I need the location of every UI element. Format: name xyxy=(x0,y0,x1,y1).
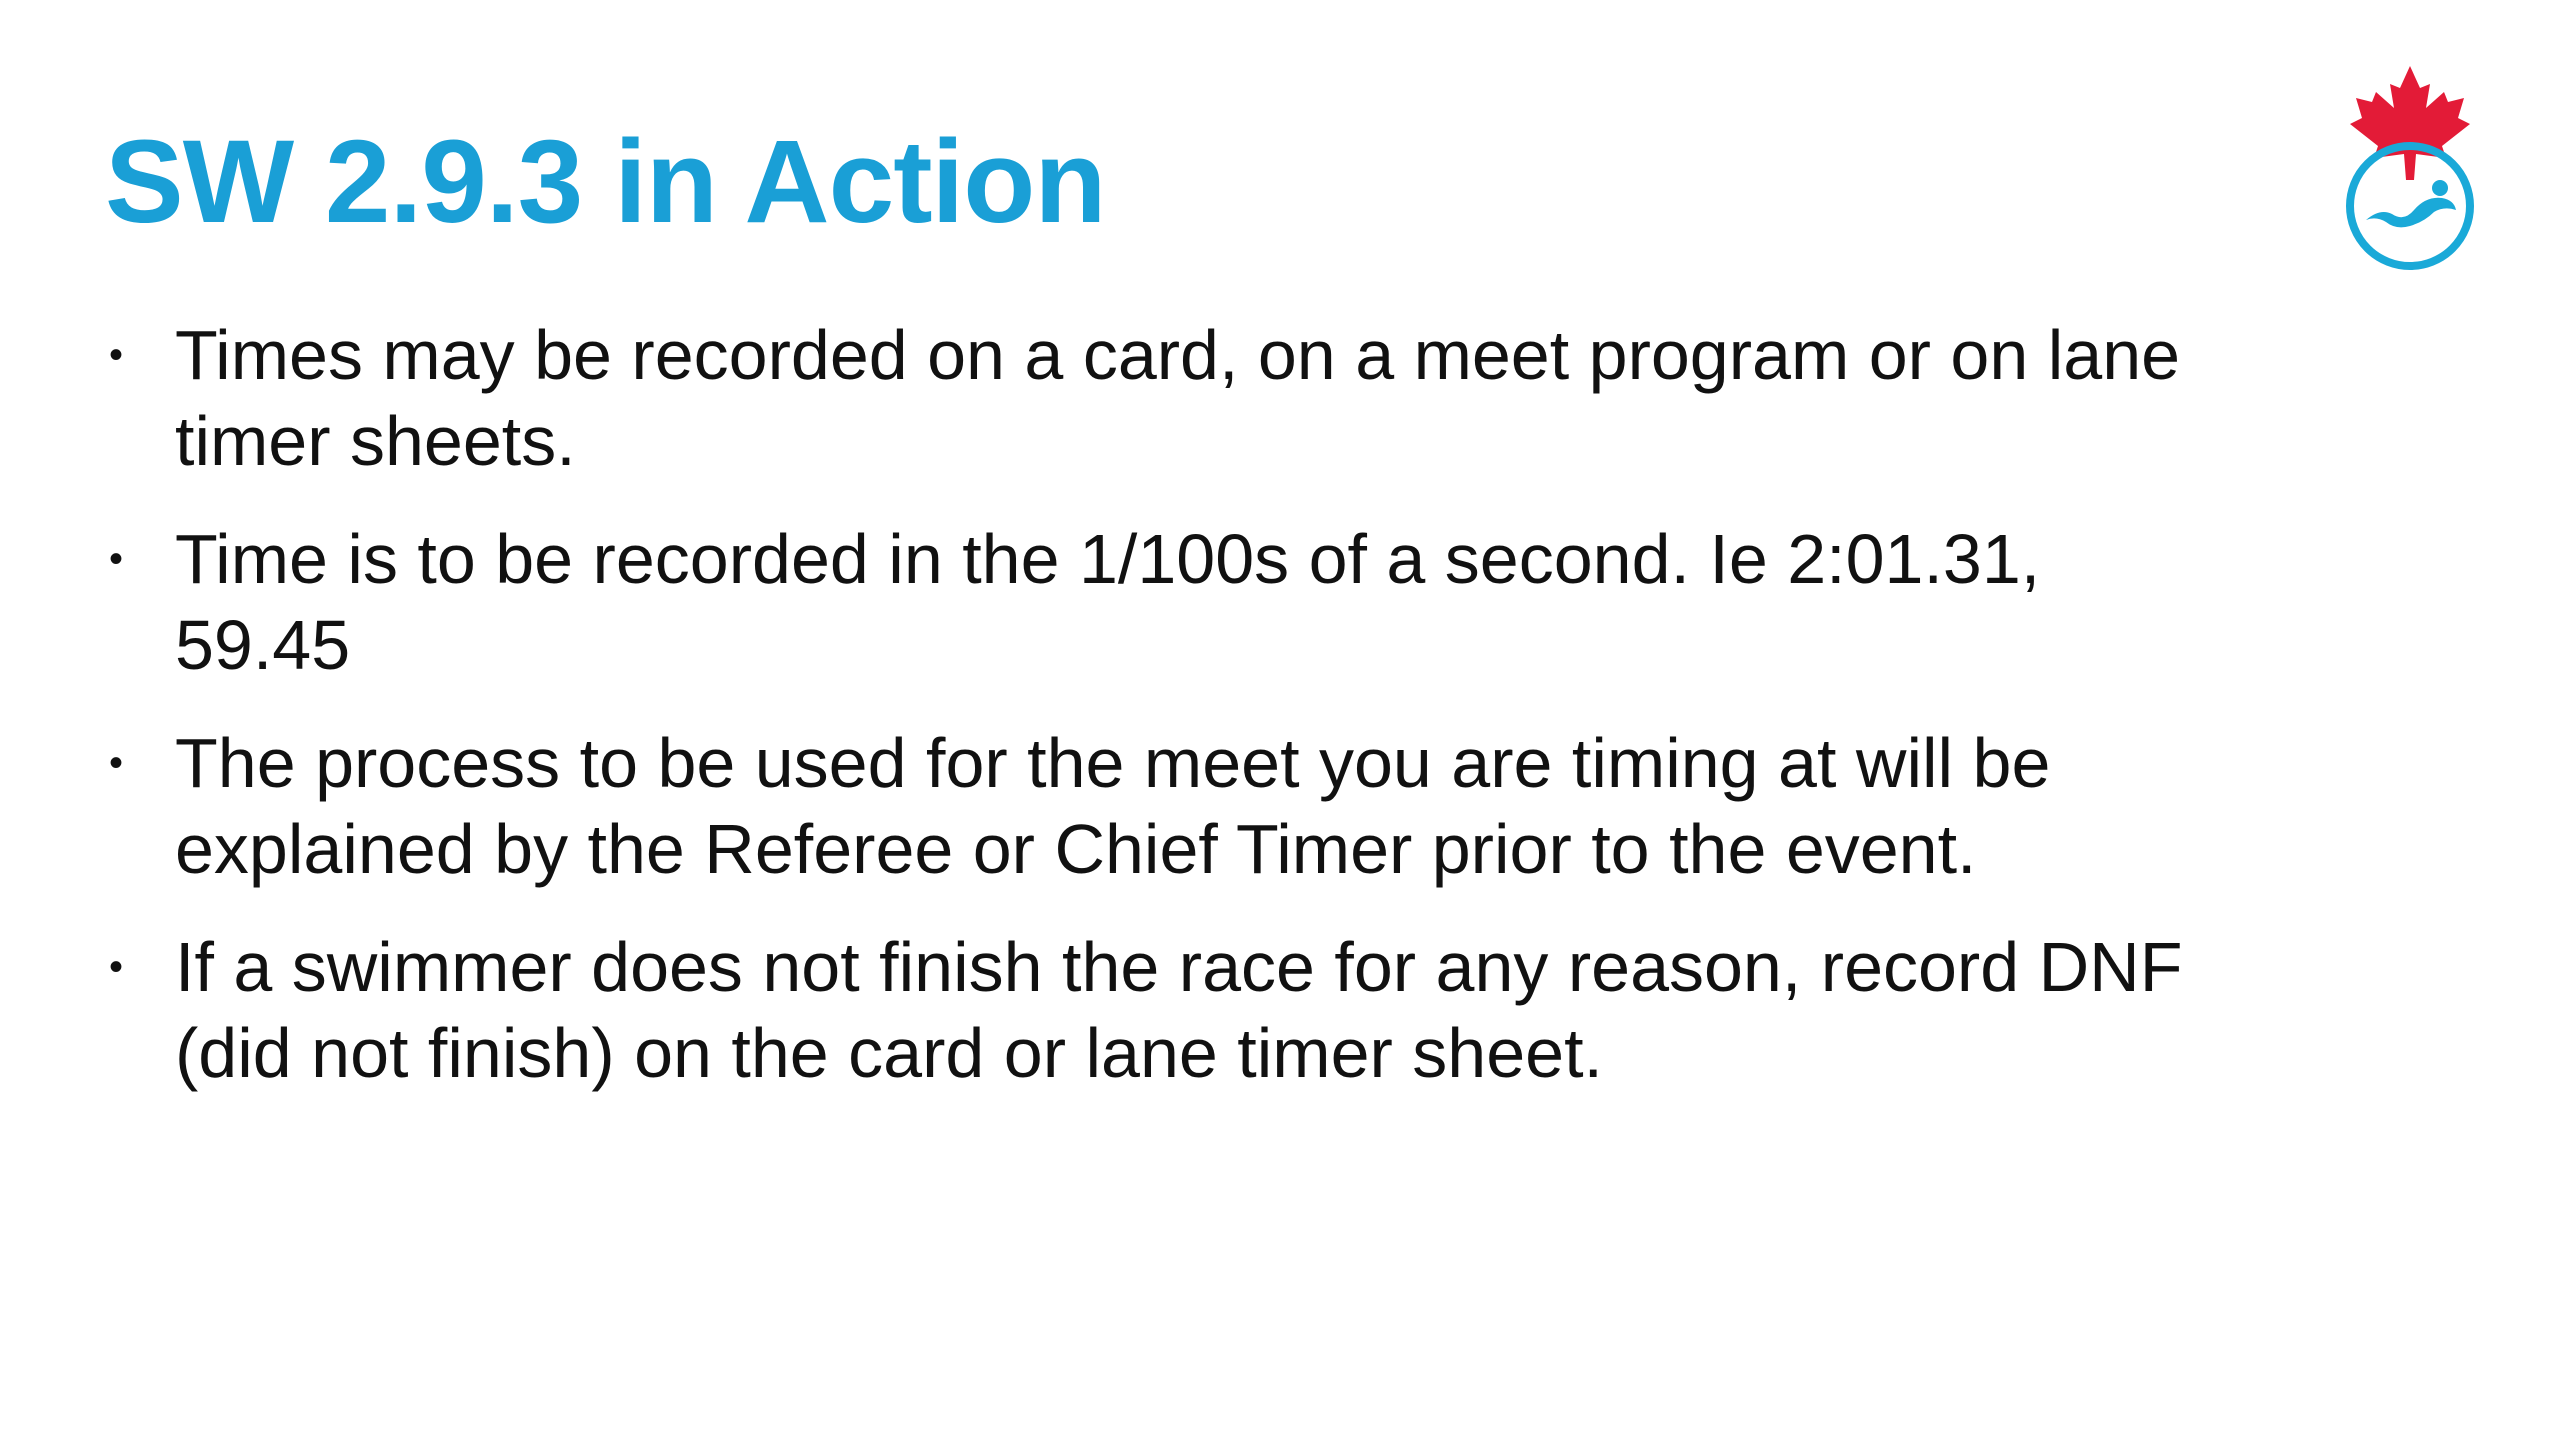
slide-title: SW 2.9.3 in Action xyxy=(105,116,1106,248)
bullet-point-icon: • xyxy=(109,333,124,377)
swimming-canada-logo-icon xyxy=(2340,62,2480,282)
bullet-text: Time is to be recorded in the 1/100s of a second. Ie 2:01.31, 59.45 xyxy=(175,520,2041,684)
bullet-point-icon: • xyxy=(109,741,124,785)
bullet-item xyxy=(105,312,2225,484)
bullet-item xyxy=(105,516,2225,688)
bullet-text: The process to be used for the meet you are timing at will be explained by the Referee or Chief Timer prior to the event. xyxy=(175,724,2051,888)
bullet-text: Times may be recorded on a card, on a meet program or on lane timer sheets. xyxy=(175,316,2181,480)
bullet-point-icon: • xyxy=(109,945,124,989)
bullet-item xyxy=(105,720,2225,892)
bullet-point-icon: • xyxy=(109,537,124,581)
bullet-text: If a swimmer does not finish the race for any reason, record DNF (did not finish) on the card or lane timer sheet. xyxy=(175,928,2183,1092)
bullet-list xyxy=(105,312,2225,1128)
bullet-item xyxy=(105,924,2225,1096)
